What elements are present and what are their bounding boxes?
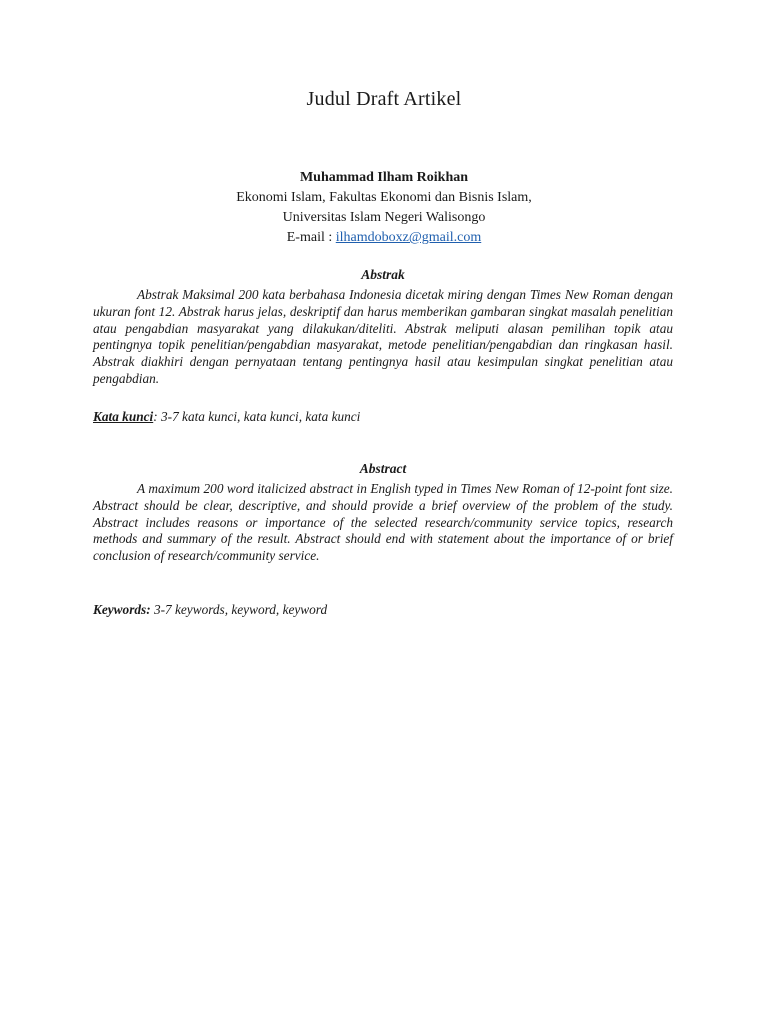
abstrak-section bbox=[93, 266, 673, 388]
kata-kunci-separator: : bbox=[153, 409, 158, 424]
email-link[interactable]: ilhamdoboxz@gmail.com bbox=[335, 230, 482, 245]
keywords-label: Keywords: bbox=[93, 602, 151, 617]
author-block bbox=[0, 168, 768, 248]
author-name: Muhammad Ilham Roikhan bbox=[299, 170, 469, 185]
keywords-values: 3-7 keywords, keyword, keyword bbox=[150, 602, 328, 617]
keywords-line bbox=[93, 601, 673, 619]
kata-kunci-values: 3-7 kata kunci, kata kunci, kata kunci bbox=[157, 409, 361, 424]
kata-kunci-label: Kata kunci bbox=[93, 409, 154, 424]
article-title: Judul Draft Artikel bbox=[306, 88, 462, 110]
affiliation-line-2: Universitas Islam Negeri Walisongo bbox=[282, 210, 486, 225]
abstrak-heading: Abstrak bbox=[361, 267, 405, 282]
abstract-section bbox=[93, 460, 673, 565]
abstract-heading: Abstract bbox=[359, 461, 407, 476]
affiliation-line-1: Ekonomi Islam, Fakultas Ekonomi dan Bisnis Islam, bbox=[236, 190, 532, 205]
email-line bbox=[0, 228, 768, 248]
abstract-body: A maximum 200 word italicized abstract in English typed in Times New Roman of 12-point font size. Abstract should be clear, descriptive, and should provide a brief overview of the problem of the study. Abstract includes reasons or importance of the selected research/community service topics, research methods and summary of the result. Abstract should end with statement about the importance of or brief conclusion of research/community service. bbox=[93, 481, 673, 564]
abstrak-body: Abstrak Maksimal 200 kata berbahasa Indonesia dicetak miring dengan Times New Roman dengan ukuran font 12. Abstrak harus jelas, deskriptif dan harus memberikan gambaran singkat masalah penelitian atau pengabdian masyarakat yang dilakukan/diteliti. Abstrak meliputi alasan pemilihan topik atau pentingnya topik penelitian/pengabdian masyarakat, metode penelitian/pengabdian dan ringkasan hasil. Abstrak diakhiri dengan pernyataan tentang pentingnya hasil atau kesimpulan singkat penelitian atau pengabdian. bbox=[93, 287, 673, 386]
email-label: E-mail : bbox=[286, 230, 336, 245]
kata-kunci-line bbox=[93, 408, 673, 426]
